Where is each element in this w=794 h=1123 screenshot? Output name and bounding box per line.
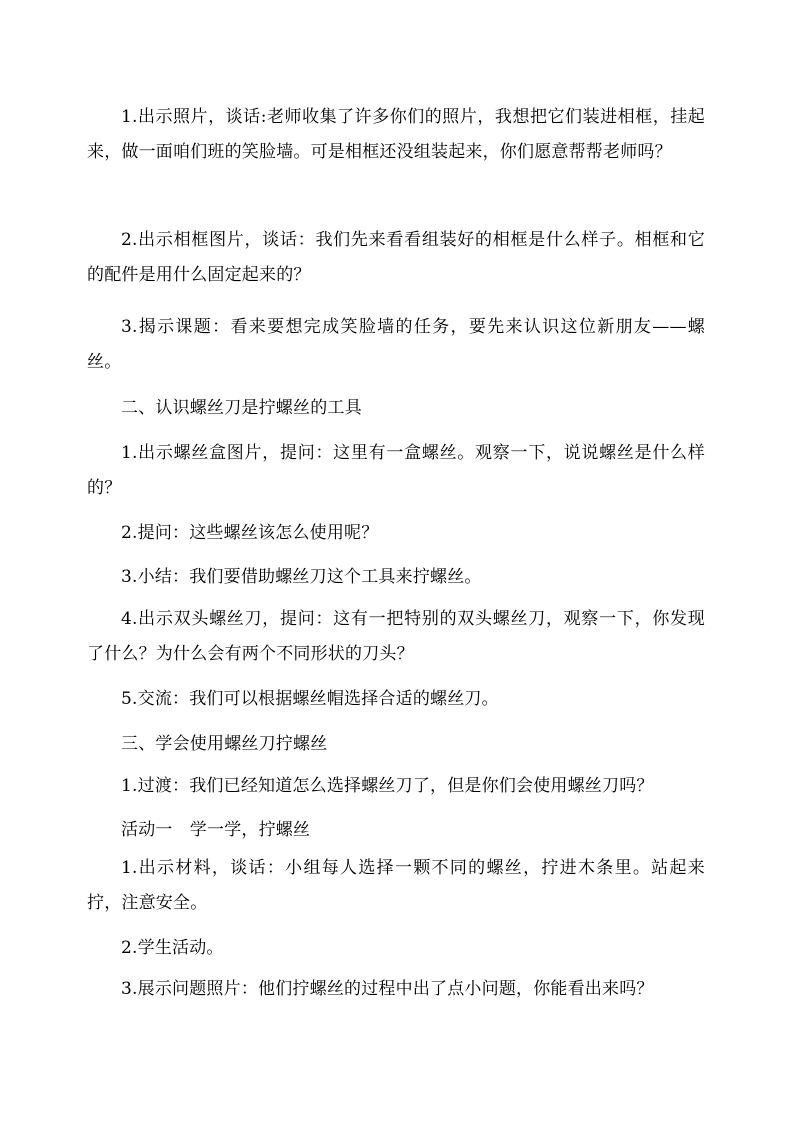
paragraph: 3.展示问题照片：他们拧螺丝的过程中出了点小问题，你能看出来吗？	[121, 979, 654, 999]
paragraph: 2.提问：这些螺丝该怎么使用呢？	[121, 523, 379, 543]
section-heading: 二、认识螺丝刀是拧螺丝的工具	[121, 398, 362, 418]
paragraph: 5.交流：我们可以根据螺丝帽选择合适的螺丝刀。	[121, 689, 499, 709]
paragraph: 2.出示相框图片，谈话：我们先来看看组装好的相框是什么样子。相框和它的配件是用什么固定起来的？	[87, 230, 705, 285]
paragraph: 4.出示双头螺丝刀，提问：这有一把特别的双头螺丝刀，观察一下，你发现了什么？为什么会有两个不同形状的刀头？	[87, 609, 705, 664]
paragraph: 2.学生活动。	[121, 938, 224, 958]
section-heading: 三、学会使用螺丝刀拧螺丝	[121, 734, 328, 754]
paragraph: 1.出示材料，谈话：小组每人选择一颗不同的螺丝，拧进木条里。站起来拧，注意安全。	[87, 858, 705, 913]
activity-heading: 活动一 学一学，拧螺丝	[121, 820, 311, 840]
paragraph: 1.过渡：我们已经知道怎么选择螺丝刀了，但是你们会使用螺丝刀吗？	[121, 776, 654, 796]
paragraph: 1.出示螺丝盒图片，提问：这里有一盒螺丝。观察一下，说说螺丝是什么样的？	[87, 443, 705, 498]
paragraph: 1.出示照片，谈话:老师收集了许多你们的照片，我想把它们装进相框，挂起来，做一面咱们班的笑脸墙。可是相框还没组装起来，你们愿意帮帮老师吗？	[87, 107, 705, 162]
paragraph: 3.揭示课题：看来要想完成笑脸墙的任务，要先来认识这位新朋友——螺丝。	[87, 317, 705, 372]
paragraph: 3.小结：我们要借助螺丝刀这个工具来拧螺丝。	[121, 567, 482, 587]
